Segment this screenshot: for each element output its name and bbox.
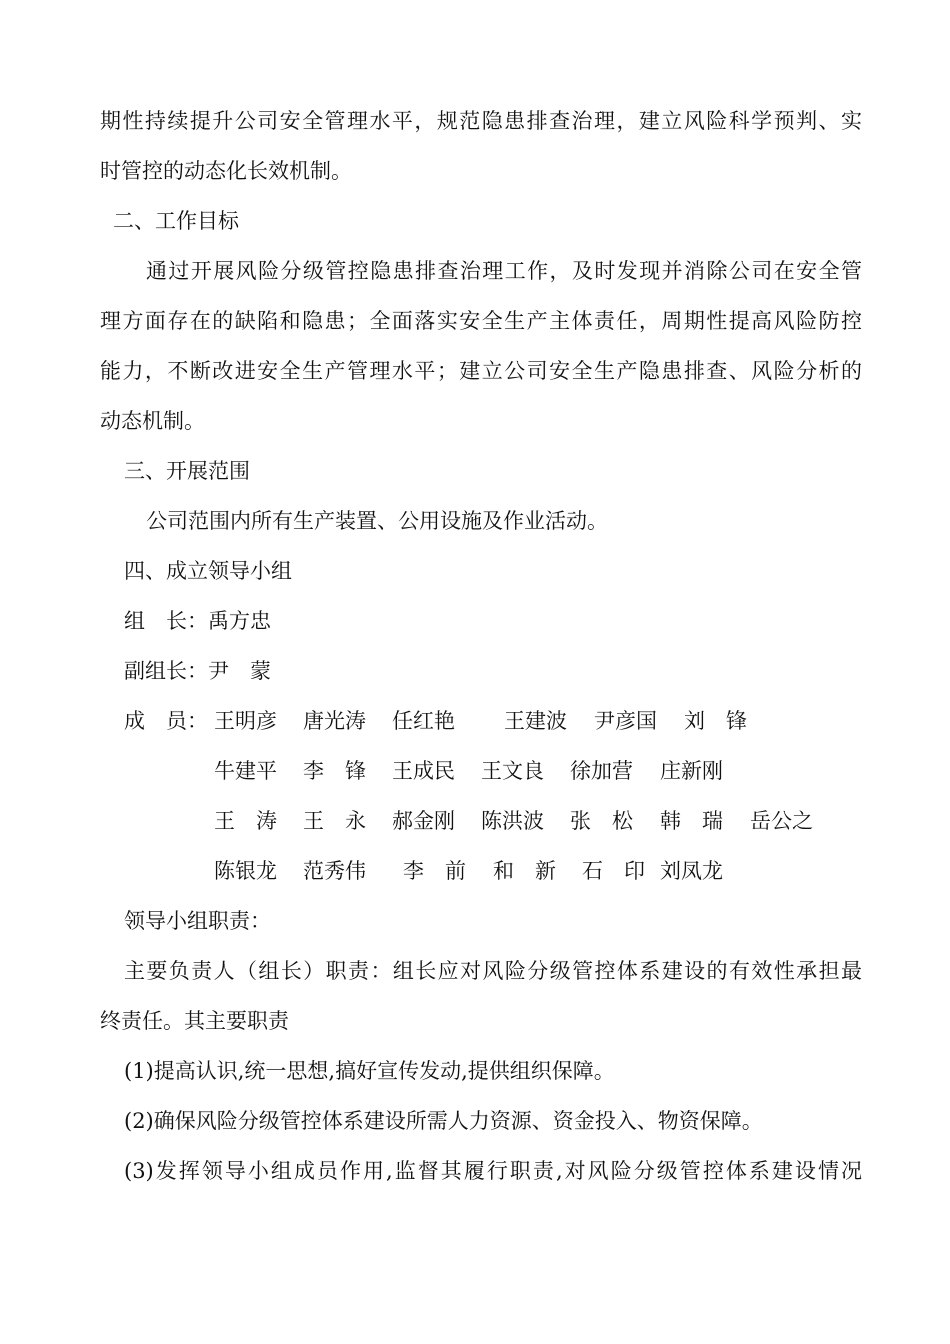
chief-duty-line-1: 主要负责人（组长）职责：组长应对风险分级管控体系建设的有效性承担最 (124, 959, 862, 983)
member-name: 范秀伟 (303, 859, 366, 883)
member-name: 李 前 (403, 859, 466, 883)
member-name: 徐加营 (570, 759, 633, 783)
duties-heading: 领导小组职责： (124, 909, 271, 933)
member-name: 刘凤龙 (660, 859, 723, 883)
section-heading-goals: 二、工作目标 (113, 209, 239, 233)
members-label: 成 员： (124, 709, 208, 733)
deputy-name: 尹 蒙 (208, 659, 271, 683)
leader-label: 组 长： (124, 609, 208, 633)
member-name: 王 永 (303, 809, 366, 833)
intro-line-1: 期性持续提升公司安全管理水平，规范隐患排查治理，建立风险科学预判、实 (100, 109, 862, 133)
member-name: 牛建平 (214, 759, 277, 783)
leader-name: 禹方忠 (208, 609, 271, 633)
member-name: 石 印 (582, 859, 645, 883)
deputy-row (124, 657, 271, 685)
member-name: 陈洪波 (481, 809, 544, 833)
leader-row (124, 607, 271, 635)
goals-para-line-4: 动态机制。 (100, 409, 205, 433)
member-name: 任红艳 (392, 709, 455, 733)
member-name: 张 松 (570, 809, 633, 833)
scope-para: 公司范围内所有生产装置、公用设施及作业活动。 (146, 509, 608, 533)
section-heading-scope: 三、开展范围 (124, 459, 250, 483)
duty-item-1: (1)提高认识,统一思想,搞好宣传发动,提供组织保障。 (124, 1059, 615, 1083)
member-name: 王 涛 (214, 809, 277, 833)
member-name: 陈银龙 (214, 859, 277, 883)
chief-duty-line-2: 终责任。其主要职责 (100, 1009, 289, 1033)
member-name: 王建波 (504, 709, 567, 733)
duty-item-2: (2)确保风险分级管控体系建设所需人力资源、资金投入、物资保障。 (124, 1109, 763, 1133)
member-name: 李 锋 (303, 759, 366, 783)
intro-line-2: 时管控的动态化长效机制。 (100, 159, 352, 183)
member-name: 刘 锋 (684, 709, 747, 733)
member-name: 岳公之 (750, 809, 813, 833)
section-heading-leadership: 四、成立领导小组 (124, 559, 292, 583)
member-name: 唐光涛 (303, 709, 366, 733)
member-name: 王明彦 (214, 709, 277, 733)
member-name: 和 新 (493, 859, 556, 883)
member-name: 庄新刚 (660, 759, 723, 783)
goals-para-line-3: 能力，不断改进安全生产管理水平；建立公司安全生产隐患排查、风险分析的 (100, 359, 862, 383)
member-name: 郝金刚 (392, 809, 455, 833)
member-name: 王文良 (481, 759, 544, 783)
goals-para-line-2: 理方面存在的缺陷和隐患；全面落实安全生产主体责任，周期性提高风险防控 (100, 309, 862, 333)
duty-item-3: (3)发挥领导小组成员作用,监督其履行职责,对风险分级管控体系建设情况 (124, 1159, 862, 1183)
member-name: 韩 瑞 (660, 809, 723, 833)
member-name: 尹彦国 (594, 709, 657, 733)
member-name: 王成民 (392, 759, 455, 783)
goals-para-line-1: 通过开展风险分级管控隐患排查治理工作，及时发现并消除公司在安全管 (146, 259, 862, 283)
deputy-label: 副组长： (124, 659, 208, 683)
